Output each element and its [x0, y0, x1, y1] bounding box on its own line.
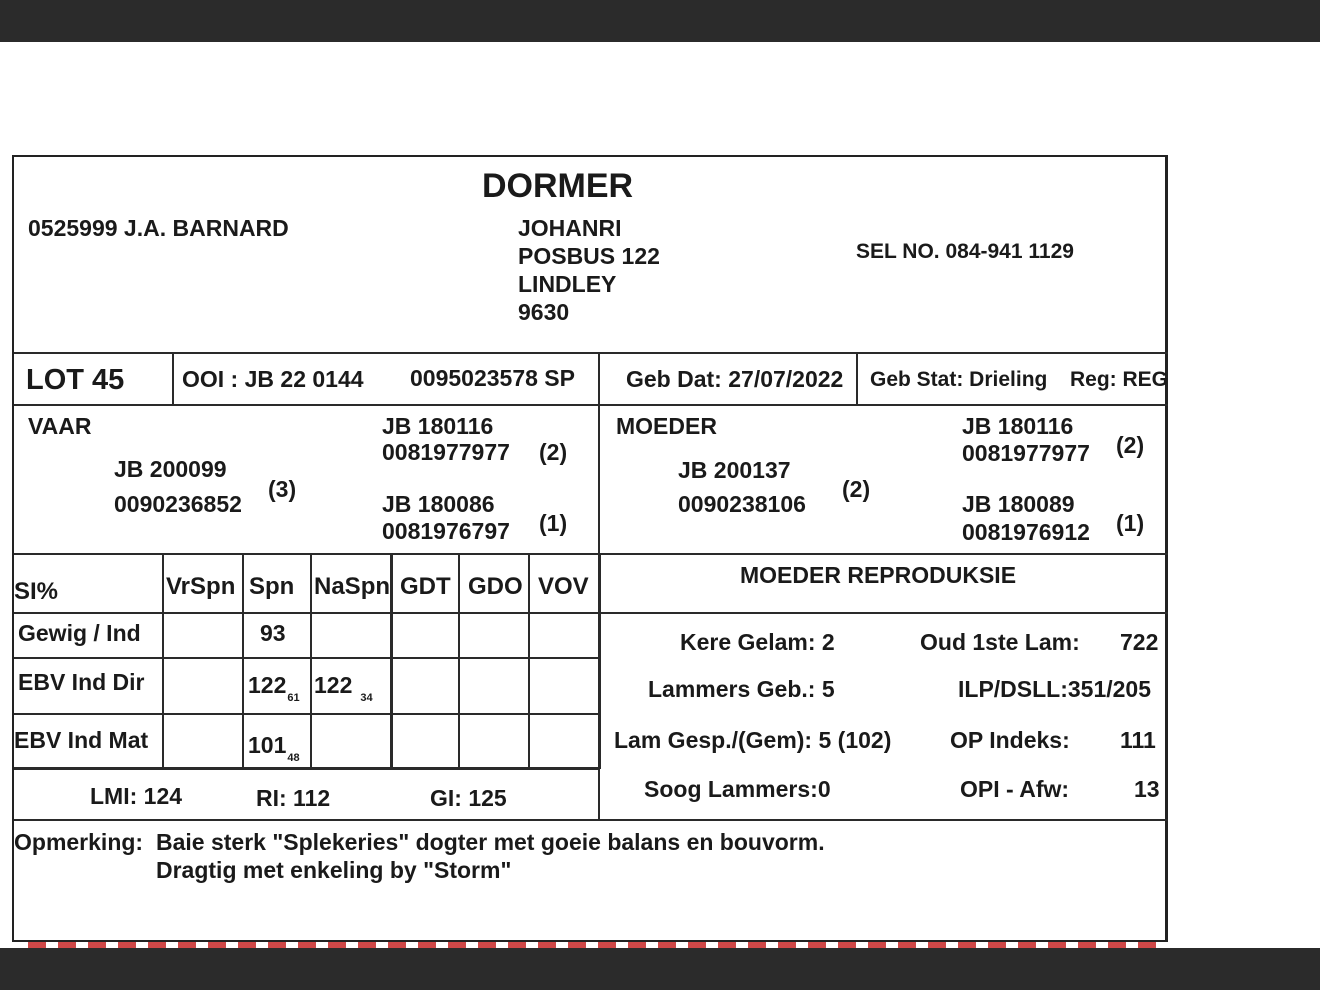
- divider: [14, 612, 600, 614]
- divider: [14, 404, 1168, 406]
- divider: [14, 553, 1168, 555]
- divider: [600, 612, 1168, 614]
- col-header-naspn: NaSpn: [314, 573, 391, 600]
- divider: [598, 406, 600, 553]
- divider: [528, 555, 530, 769]
- vaar-grandsire-score: (2): [539, 439, 568, 465]
- address-line-2: POSBUS 122: [518, 243, 660, 269]
- dam-score: (2): [842, 476, 871, 502]
- lot-number: LOT 45: [26, 364, 125, 396]
- bottom-bar: [0, 948, 1320, 990]
- col-header-si: SI%: [14, 578, 59, 605]
- row-label-ebv-mat: EBV Ind Mat: [14, 727, 149, 753]
- vaar-grandsire-id: 0081977977: [382, 439, 510, 465]
- op-indeks-value: 111: [1120, 727, 1156, 753]
- gewig-spn-value: 93: [260, 620, 286, 646]
- ebv-dir-spn-value: $122_{61}$: [248, 672, 300, 704]
- moeder-grandsire-score: (2): [1116, 432, 1145, 458]
- lmi-value: LMI: 124: [90, 783, 183, 809]
- birth-status: Geb Stat: Drieling: [870, 368, 1048, 391]
- moeder-grandsire: JB 180116: [962, 413, 1074, 439]
- remarks-line-1: Baie sterk "Splekeries" dogter met goeie balans en bouvorm.: [156, 829, 825, 855]
- divider: [162, 555, 164, 769]
- address-line-3: LINDLEY: [518, 271, 617, 297]
- divider: [390, 555, 393, 769]
- divider: [242, 555, 244, 769]
- vaar-grandsire: JB 180116: [382, 413, 494, 439]
- col-header-gdt: GDT: [400, 573, 451, 600]
- remarks-label: Opmerking:: [14, 829, 144, 855]
- divider: [14, 767, 600, 770]
- divider: [172, 354, 174, 405]
- col-header-spn: Spn: [249, 573, 295, 600]
- moeder-granddam-score: (1): [1116, 510, 1145, 536]
- vaar-label: VAAR: [28, 413, 92, 439]
- birth-date: Geb Dat: 27/07/2022: [626, 366, 844, 392]
- opi-afw-label: OPI - Afw:: [960, 776, 1070, 802]
- moeder-label: MOEDER: [616, 413, 717, 439]
- cell-number: SEL NO. 084-941 1129: [856, 240, 1074, 263]
- ooi-id: 0095023578 SP: [410, 365, 575, 391]
- vaar-granddam: JB 180086: [382, 491, 495, 517]
- divider: [598, 354, 600, 405]
- ebv-mat-spn-value: $101_{48}$: [248, 732, 300, 764]
- moeder-granddam: JB 180089: [962, 491, 1075, 517]
- ooi-number: OOI : JB 22 0144: [182, 366, 364, 392]
- gi-value: GI: 125: [430, 785, 507, 811]
- kere-gelam: Kere Gelam: 2: [680, 629, 835, 655]
- soog-lammers: Soog Lammers:0: [644, 776, 831, 802]
- address-line-1: JOHANRI: [518, 215, 622, 241]
- divider: [458, 555, 460, 769]
- divider: [14, 713, 600, 715]
- repro-title: MOEDER REPRODUKSIE: [740, 562, 1017, 588]
- row-label-gewig: Gewig / Ind: [18, 620, 141, 646]
- col-header-vrspn: VrSpn: [166, 573, 236, 600]
- divider: [598, 767, 600, 819]
- op-indeks-label: OP Indeks:: [950, 727, 1070, 753]
- moeder-granddam-id: 0081976912: [962, 519, 1090, 545]
- divider: [310, 555, 312, 769]
- divider: [14, 352, 1168, 354]
- vaar-granddam-id: 0081976797: [382, 518, 510, 544]
- sire-score: (3): [268, 476, 297, 502]
- sire-id: 0090236852: [114, 491, 242, 517]
- lammers-geb: Lammers Geb.: 5: [648, 676, 835, 702]
- divider: [856, 354, 858, 405]
- ilp-dsll: ILP/DSLL:351/205: [958, 676, 1152, 702]
- dam-number: JB 200137: [678, 457, 791, 483]
- lot-card: [12, 155, 1168, 942]
- registration: Reg: REG: [1070, 368, 1169, 391]
- vaar-granddam-score: (1): [539, 510, 568, 536]
- breed-title: DORMER: [482, 167, 634, 205]
- address-line-4: 9630: [518, 299, 570, 325]
- divider: [14, 819, 1168, 821]
- moeder-grandsire-id: 0081977977: [962, 440, 1090, 466]
- lam-gesp: Lam Gesp./(Gem): 5 (102): [614, 727, 892, 753]
- opi-afw-value: 13: [1134, 776, 1160, 802]
- remarks-line-2: Dragtig met enkeling by "Storm": [156, 857, 512, 883]
- divider: [14, 657, 600, 659]
- oud-1ste-lam-value: 722: [1120, 629, 1159, 655]
- seller-name: 0525999 J.A. BARNARD: [28, 215, 289, 241]
- divider: [598, 555, 601, 769]
- ri-value: RI: 112: [256, 785, 331, 811]
- row-label-ebv-dir: EBV Ind Dir: [18, 669, 145, 695]
- sire-number: JB 200099: [114, 456, 227, 482]
- dam-id: 0090238106: [678, 491, 806, 517]
- oud-1ste-lam-label: Oud 1ste Lam:: [920, 629, 1080, 655]
- top-bar: [0, 0, 1320, 42]
- ebv-dir-naspn-value: 122 $_{34}$: [314, 672, 373, 704]
- col-header-gdo: GDO: [468, 573, 523, 600]
- col-header-vov: VOV: [538, 573, 589, 600]
